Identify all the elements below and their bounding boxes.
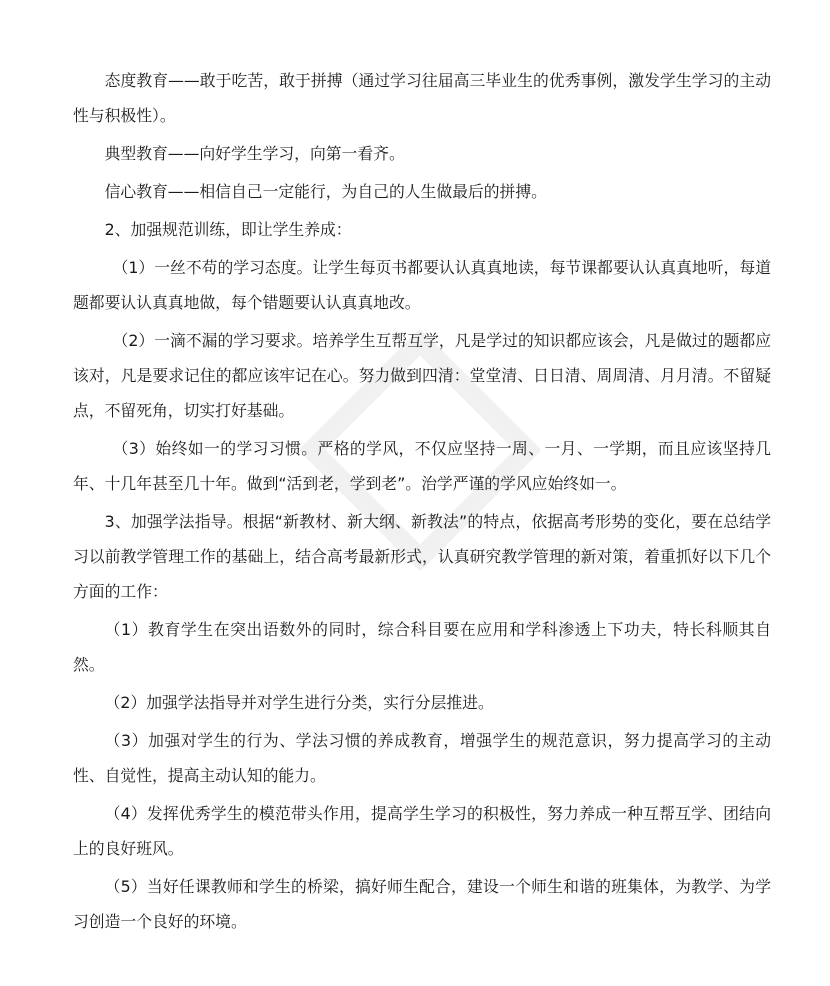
paragraph-confidence-education: 信心教育——相信自己一定能行，为自己的人生做最后的拼搏。 (104, 182, 547, 201)
list-item: （4）发挥优秀学生的模范带头作用，提高学生学习的积极性，努力养成一种互帮互学、团结向上的良好班风。 (73, 804, 771, 858)
paragraph-attitude-education: 态度教育——敢于吃苦，敢于拼搏（通过学习往届高三毕业生的优秀事例，激发学生学习的主动性与积极性）。 (73, 71, 771, 125)
document-page (73, 63, 771, 942)
list-item: （1）一丝不苟的学习态度。让学生每页书都要认认真真地读，每节课都要认认真真地听，每道题都要认认真真地做，每个错题要认认真真地改。 (73, 258, 771, 312)
list-item: （2）一滴不漏的学习要求。培养学生互帮互学，凡是学过的知识都应该会，凡是做过的题都应该对，凡是要求记住的都应该牢记在心。努力做到四清：堂堂清、日日清、周周清、月月清。不留疑点，不留死角，切实打好基础。 (73, 331, 771, 420)
list-item: （5）当好任课教师和学生的桥梁，搞好师生配合，建设一个师生和谐的班集体，为教学、为学习创造一个良好的环境。 (73, 877, 771, 931)
list-item: （3）加强对学生的行为、学法习惯的养成教育，增强学生的规范意识，努力提高学习的主动性、自觉性，提高主动认知的能力。 (73, 731, 771, 785)
list-item: （1）教育学生在突出语数外的同时，综合科目要在应用和学科渗透上下功夫，特长科顺其自然。 (73, 620, 771, 674)
heading-standard-training: 2、加强规范训练，即让学生养成： (104, 220, 352, 239)
paragraph-model-education: 典型教育——向好学生学习，向第一看齐。 (104, 144, 405, 163)
list-item: （3）始终如一的学习习惯。严格的学风，不仅应坚持一周、一月、一学期，而且应该坚持几年、十几年甚至几十年。做到“活到老，学到老”。治学严谨的学风应始终如一。 (73, 439, 771, 493)
heading-study-method-guidance: 3、加强学法指导。根据“新教材、新大纲、新教法”的特点，依据高考形势的变化，要在总结学习以前教学管理工作的基础上，结合高考最新形式，认真研究教学管理的新对策，着重抓好以下几个方面的工作： (73, 512, 771, 601)
list-item: （2）加强学法指导并对学生进行分类，实行分层推进。 (104, 693, 494, 712)
